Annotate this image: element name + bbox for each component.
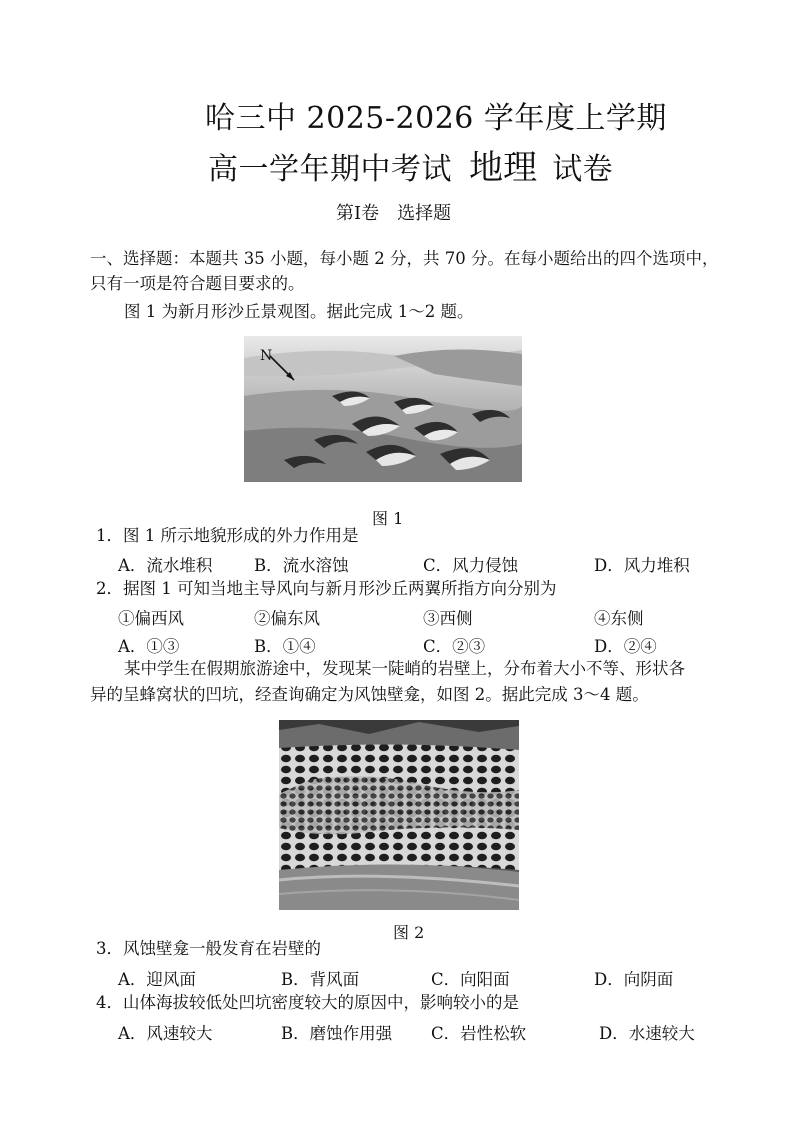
- figure2-rock-photo: [279, 720, 519, 910]
- q1-option-c[interactable]: C．风力侵蚀: [423, 556, 519, 575]
- q3-stem: 3．风蚀壁龛一般发育在岩壁的: [96, 939, 321, 958]
- exam-subject: 地理: [469, 148, 538, 188]
- exam-title-prefix: 高一学年期中考试: [208, 152, 452, 187]
- section-heading: 第Ⅰ卷 选择题: [336, 203, 452, 224]
- q4-option-a[interactable]: A．风速较大: [118, 1024, 213, 1043]
- figure1-caption: 图 1: [372, 509, 404, 528]
- figure2-caption: 图 2: [393, 923, 425, 942]
- q1-option-d[interactable]: D．风力堆积: [594, 556, 690, 575]
- q2-item-4: ④东侧: [594, 609, 644, 628]
- q2-item-3: ③西侧: [423, 609, 473, 628]
- dune-scene: [244, 336, 522, 482]
- q4-stem: 4．山体海拔较低处凹坑密度较大的原因中，影响较小的是: [96, 993, 519, 1012]
- q1-option-b[interactable]: B．流水溶蚀: [254, 556, 349, 575]
- instructions-line2: 只有一项是符合题目要求的。: [90, 274, 305, 293]
- north-arrow-label: N: [260, 348, 273, 364]
- q2-option-d[interactable]: D．②④: [594, 637, 657, 656]
- exam-title-line2: [208, 140, 613, 189]
- group1-intro: 图 1 为新月形沙丘景观图。据此完成 1～2 题。: [124, 302, 474, 321]
- figure1-dune-photo: [244, 336, 522, 482]
- exam-title-suffix: 试卷: [552, 152, 614, 187]
- q4-option-b[interactable]: B．磨蚀作用强: [281, 1024, 393, 1043]
- q4-option-d[interactable]: D．水速较大: [599, 1024, 695, 1043]
- q4-option-c[interactable]: C．岩性松软: [431, 1024, 527, 1043]
- q2-option-a[interactable]: A．①③: [118, 637, 180, 656]
- q2-option-c[interactable]: C．②③: [423, 637, 486, 656]
- q1-option-a[interactable]: A．流水堆积: [118, 556, 213, 575]
- group2-intro-line2: 异的呈蜂窝状的凹坑，经查询确定为风蚀壁龛，如图 2。据此完成 3～4 题。: [90, 685, 649, 704]
- q1-stem: 1．图 1 所示地貌形成的外力作用是: [96, 526, 359, 545]
- q2-stem: 2．据图 1 可知当地主导风向与新月形沙丘两翼所指方向分别为: [96, 579, 557, 598]
- q3-option-c[interactable]: C．向阳面: [431, 970, 510, 989]
- q3-option-b[interactable]: B．背风面: [281, 970, 360, 989]
- honeycomb-pattern: [279, 720, 519, 910]
- instructions-line1: 一、选择题：本题共 35 小题，每小题 2 分，共 70 分。在每小题给出的四个选项中，: [90, 249, 719, 268]
- q2-item-1: ①偏西风: [118, 609, 184, 628]
- q2-option-b[interactable]: B．①④: [254, 637, 316, 656]
- group2-intro-line1: 某中学生在假期旅游途中，发现某一陡峭的岩壁上，分布着大小不等、形状各: [124, 659, 685, 678]
- exam-title-line1: 哈三中 2025-2026 学年度上学期: [205, 101, 667, 136]
- q3-option-d[interactable]: D．向阴面: [594, 970, 674, 989]
- q3-option-a[interactable]: A．迎风面: [118, 970, 196, 989]
- q2-item-2: ②偏东风: [254, 609, 320, 628]
